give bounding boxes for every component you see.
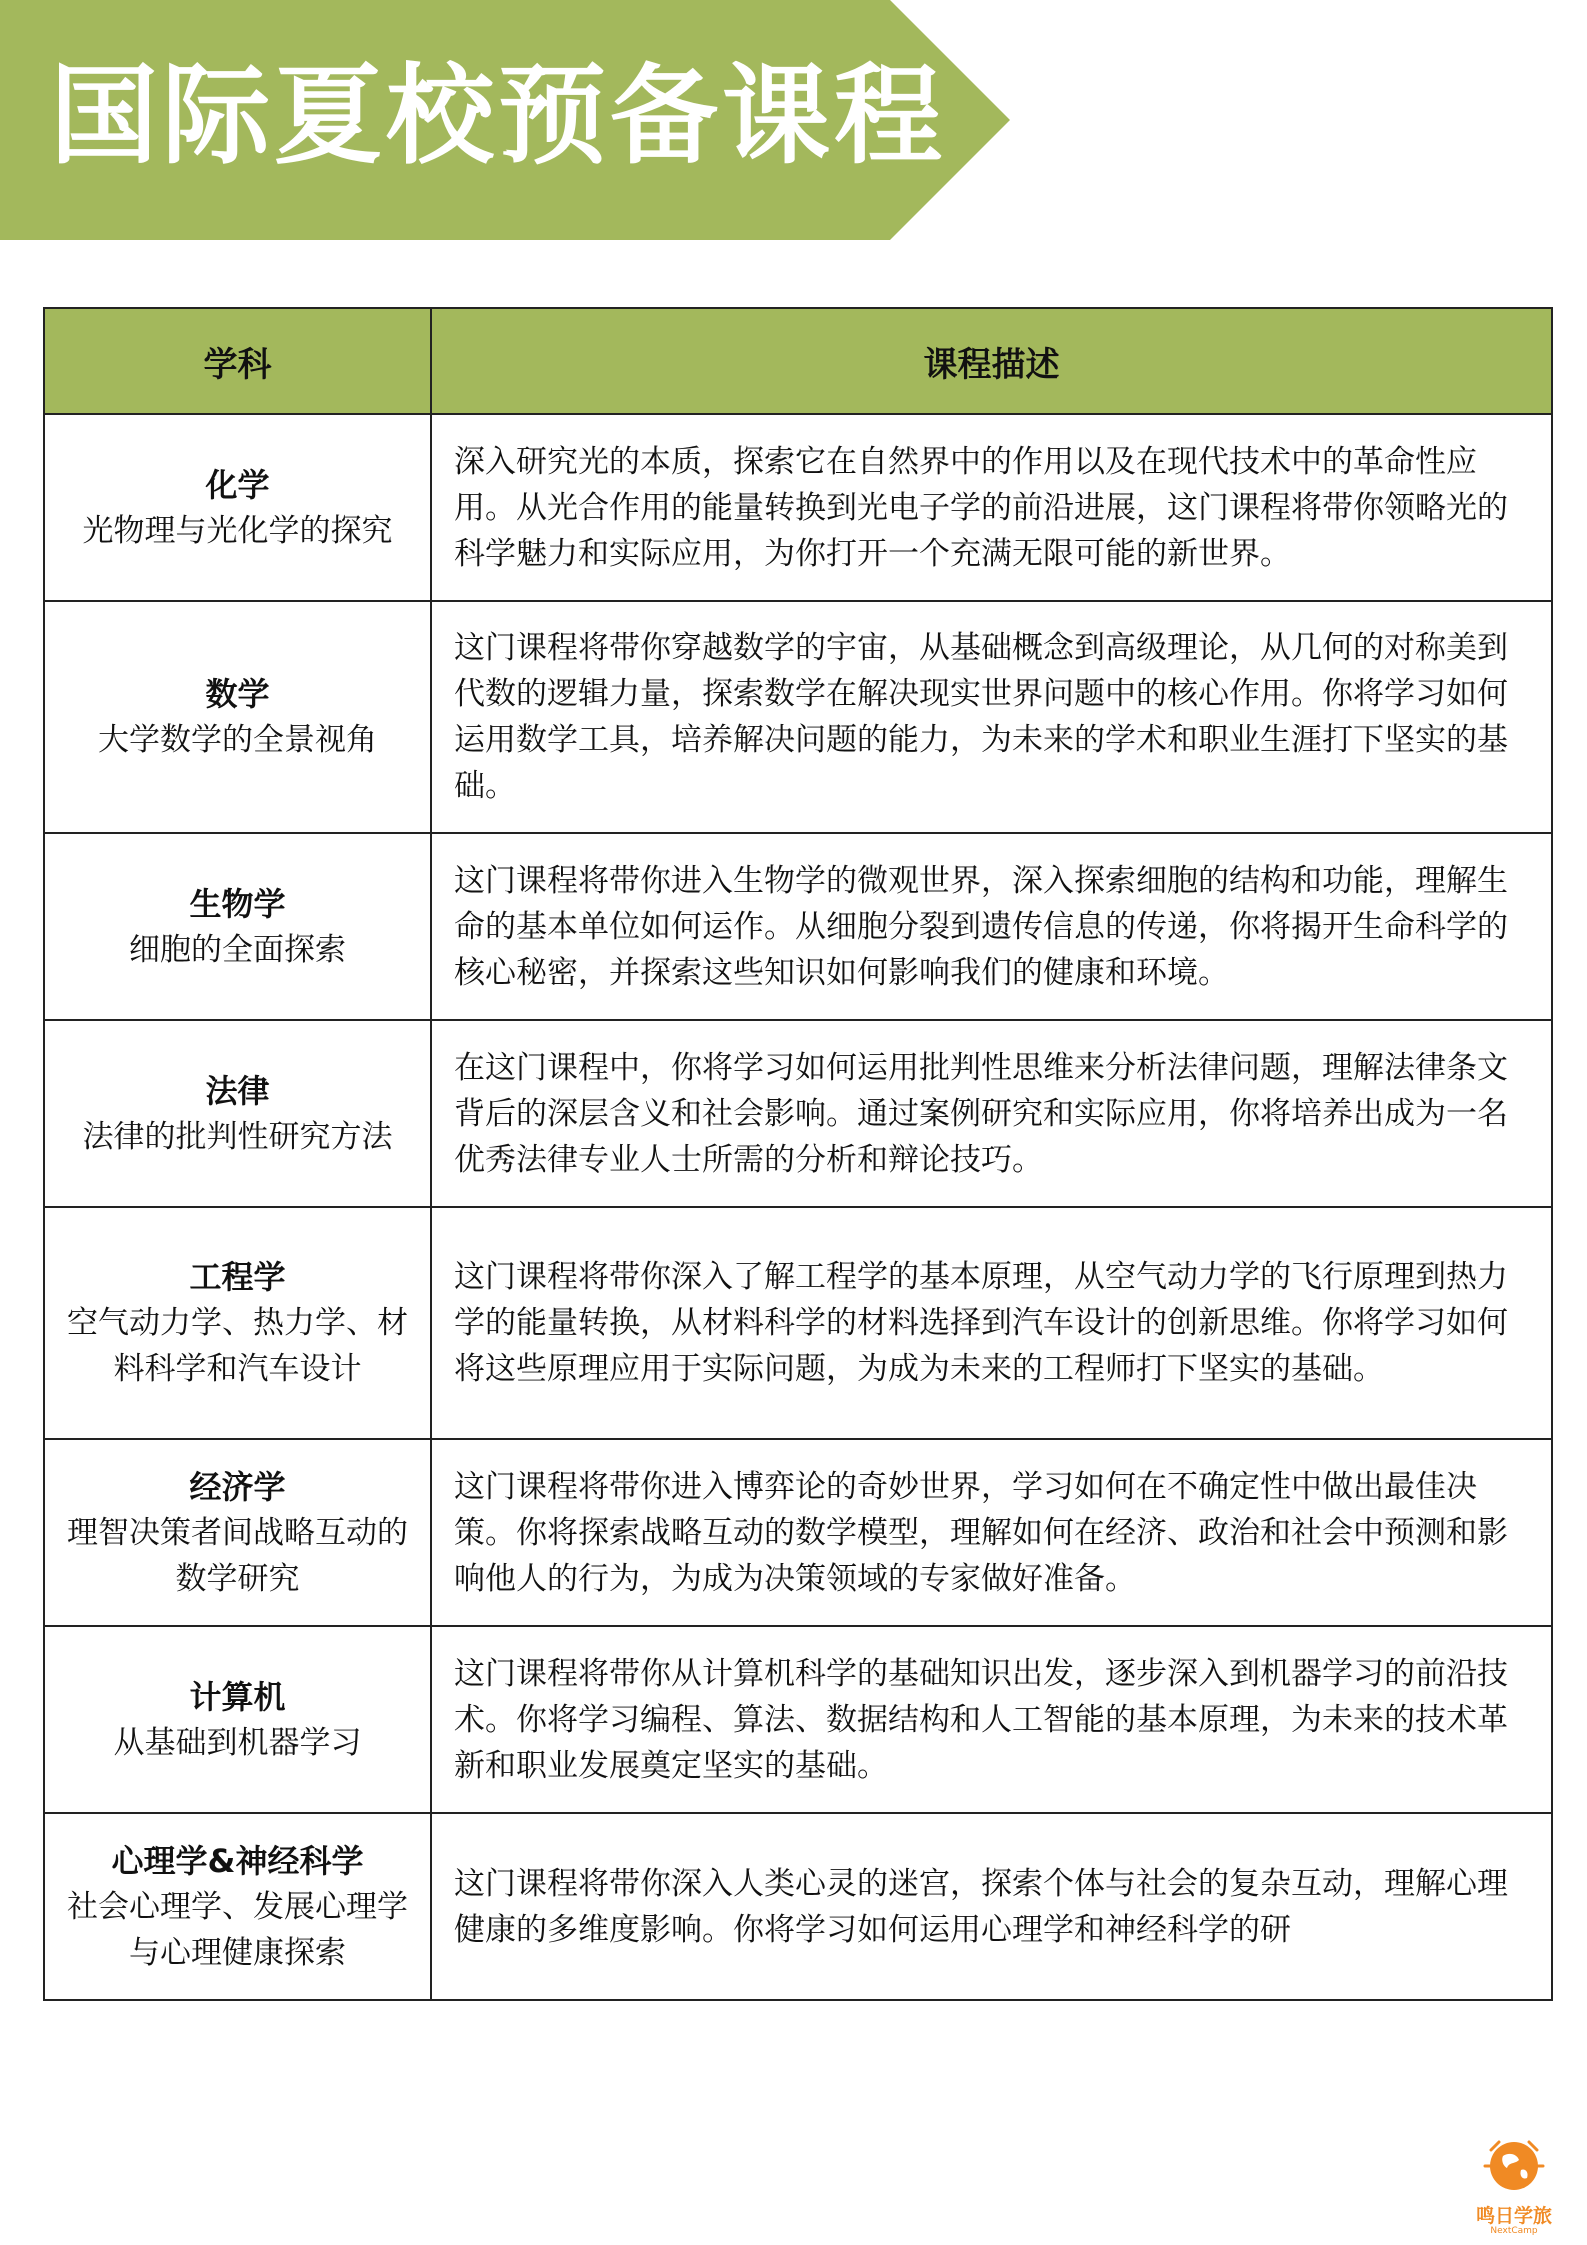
subject-name: 数学	[205, 675, 270, 713]
course-description: 深入研究光的本质，探索它在自然界中的作用以及在现代技术中的革命性应用。从光合作用的能量转换到光电子学的前沿进展，这门课程将带你领略光的科学魅力和实际应用，为你打开一个充满无限可能的新世界。	[431, 414, 1552, 601]
subject-name: 法律	[205, 1071, 270, 1110]
subject-subtitle: 空气动力学、热力学、材料科学和汽车设计	[67, 1305, 408, 1387]
course-description: 这门课程将带你深入人类心灵的迷宫，探索个体与社会的复杂互动，理解心理健康的多维度影响。你将学习如何运用心理学和神经科学的研	[431, 1813, 1552, 2000]
subject-name: 心理学&神经科学	[111, 1841, 364, 1880]
course-description: 在这门课程中，你将学习如何运用批判性思维来分析法律问题，理解法律条文背后的深层含义和社会影响。通过案例研究和实际应用，你将培养出成为一名优秀法律专业人士所需的分析和辩论技巧。	[431, 1020, 1552, 1207]
table-row	[44, 1207, 1552, 1439]
table-row	[44, 1813, 1552, 2000]
subject-cell	[44, 414, 431, 601]
subject-name: 经济学	[189, 1467, 286, 1506]
subject-subtitle: 光物理与光化学的探究	[82, 512, 393, 549]
subject-subtitle: 大学数学的全景视角	[98, 722, 377, 758]
subject-cell	[44, 1439, 431, 1626]
table-row	[44, 833, 1552, 1020]
subject-subtitle: 理智决策者间战略互动的数学研究	[67, 1514, 408, 1597]
brand-logo	[1468, 2130, 1560, 2238]
course-table	[43, 307, 1553, 2001]
subject-cell	[44, 833, 431, 1020]
subject-name: 计算机	[189, 1677, 286, 1716]
subject-cell	[44, 1813, 431, 2000]
course-description: 这门课程将带你进入博弈论的奇妙世界，学习如何在不确定性中做出最佳决策。你将探索战略互动的数学模型，理解如何在经济、政治和社会中预测和影响他人的行为，为成为决策领域的专家做好准备。	[431, 1439, 1552, 1626]
title-banner	[0, 0, 1010, 240]
subject-name: 化学	[205, 465, 270, 504]
logo-name: 鸣日学旅	[1475, 2205, 1552, 2227]
table-row	[44, 1020, 1552, 1207]
subject-cell	[44, 1207, 431, 1439]
course-description: 这门课程将带你穿越数学的宇宙，从基础概念到高级理论，从几何的对称美到代数的逻辑力量，探索数学在解决现实世界问题中的核心作用。你将学习如何运用数学工具，培养解决问题的能力，为未来的学术和职业生涯打下坚实的基础。	[431, 601, 1552, 833]
table-header-row	[44, 308, 1552, 414]
globe-icon	[1479, 2130, 1549, 2200]
subject-name: 工程学	[189, 1258, 286, 1296]
subject-name: 生物学	[189, 884, 286, 923]
subject-cell	[44, 1020, 431, 1207]
subject-subtitle: 细胞的全面探索	[129, 931, 346, 968]
subject-cell	[44, 1626, 431, 1813]
course-description: 这门课程将带你深入了解工程学的基本原理，从空气动力学的飞行原理到热力学的能量转换，从材料科学的材料选择到汽车设计的创新思维。你将学习如何将这些原理应用于实际问题，为成为未来的工程师打下坚实的基础。	[431, 1207, 1552, 1439]
course-description: 这门课程将带你从计算机科学的基础知识出发，逐步深入到机器学习的前沿技术。你将学习编程、算法、数据结构和人工智能的基本原理，为未来的技术革新和职业发展奠定坚实的基础。	[431, 1626, 1552, 1813]
table-row	[44, 1626, 1552, 1813]
course-description: 这门课程将带你进入生物学的微观世界，深入探索细胞的结构和功能，理解生命的基本单位如何运作。从细胞分裂到遗传信息的传递，你将揭开生命科学的核心秘密，并探索这些知识如何影响我们的健康和环境。	[431, 833, 1552, 1020]
page-title: 国际夏校预备课程	[50, 54, 947, 179]
header-description: 课程描述	[431, 308, 1552, 414]
subject-subtitle: 从基础到机器学习	[113, 1724, 362, 1761]
subject-subtitle: 社会心理学、发展心理学与心理健康探索	[67, 1888, 408, 1971]
table-row	[44, 414, 1552, 601]
table-row	[44, 1439, 1552, 1626]
subject-subtitle: 法律的批判性研究方法	[82, 1118, 393, 1155]
header-subject: 学科	[44, 308, 431, 414]
table-row	[44, 601, 1552, 833]
subject-cell	[44, 601, 431, 833]
logo-subtitle: NextCamp	[1490, 2226, 1538, 2236]
